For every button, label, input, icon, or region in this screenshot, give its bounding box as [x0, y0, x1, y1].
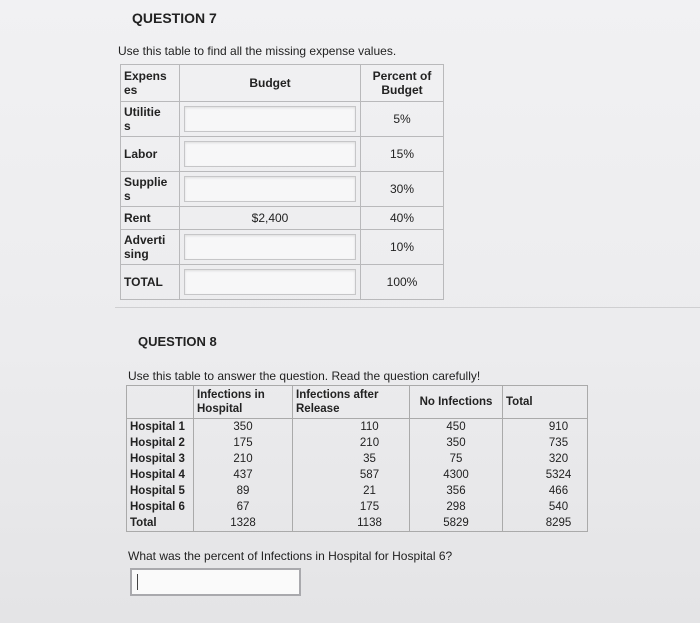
- cell: 210: [293, 435, 410, 451]
- row-percent: 10%: [361, 230, 444, 265]
- expense-row-total: [121, 265, 444, 300]
- utilities-budget-input[interactable]: [184, 106, 356, 132]
- row-label: Labor: [121, 137, 180, 172]
- cell: 175: [293, 499, 410, 515]
- table-row: [127, 451, 588, 467]
- question-8-title: QUESTION 8: [138, 334, 217, 349]
- cell: 735: [503, 435, 588, 451]
- row-label: Supplie s: [121, 172, 180, 207]
- cell: 4300: [410, 467, 503, 483]
- total-budget-input[interactable]: [184, 269, 356, 295]
- row-label: Hospital 5: [127, 483, 194, 499]
- advertising-budget-input[interactable]: [184, 234, 356, 260]
- cell: 35: [293, 451, 410, 467]
- cell: 350: [194, 419, 293, 436]
- header-infections-after-release: Infections after Release: [293, 386, 410, 419]
- table-row: [127, 499, 588, 515]
- header-total: Total: [503, 386, 588, 419]
- header-budget: Budget: [180, 65, 361, 102]
- table-row: [127, 419, 588, 436]
- cell: 298: [410, 499, 503, 515]
- question-7-instruction: Use this table to find all the missing expense values.: [118, 44, 397, 58]
- question-7-title: QUESTION 7: [132, 10, 217, 26]
- rent-budget-value: $2,400: [180, 207, 361, 230]
- row-label: Total: [127, 515, 194, 532]
- cell: 110: [293, 419, 410, 436]
- row-label: Utilitie s: [121, 102, 180, 137]
- cell: 356: [410, 483, 503, 499]
- row-label: Hospital 2: [127, 435, 194, 451]
- question-8-instruction: Use this table to answer the question. Read the question carefully!: [128, 369, 481, 383]
- expense-row-labor: [121, 137, 444, 172]
- cell: 466: [503, 483, 588, 499]
- expense-table: [120, 64, 444, 300]
- row-percent: 40%: [361, 207, 444, 230]
- table-row: [127, 515, 588, 532]
- cell: 1328: [194, 515, 293, 532]
- supplies-budget-input[interactable]: [184, 176, 356, 202]
- expense-row-supplies: [121, 172, 444, 207]
- section-divider: [115, 307, 700, 308]
- cell: 5324: [503, 467, 588, 483]
- table-row: [127, 483, 588, 499]
- table-row: [127, 467, 588, 483]
- infections-header-row: [127, 386, 588, 419]
- header-percent: Percent of Budget: [361, 65, 444, 102]
- header-infections-in-hospital: Infections in Hospital: [194, 386, 293, 419]
- row-label: Rent: [121, 207, 180, 230]
- cell: 8295: [503, 515, 588, 532]
- row-label: Hospital 1: [127, 419, 194, 436]
- cell: 450: [410, 419, 503, 436]
- cell: 210: [194, 451, 293, 467]
- row-label: Adverti sing: [121, 230, 180, 265]
- answer-input[interactable]: [130, 568, 301, 596]
- infections-table: [126, 385, 588, 532]
- cell: 89: [194, 483, 293, 499]
- text-caret: [137, 574, 138, 590]
- expense-header-row: [121, 65, 444, 102]
- header-blank: [127, 386, 194, 419]
- cell: 540: [503, 499, 588, 515]
- row-percent: 15%: [361, 137, 444, 172]
- cell: 5829: [410, 515, 503, 532]
- row-label: TOTAL: [121, 265, 180, 300]
- row-label: Hospital 6: [127, 499, 194, 515]
- row-percent: 100%: [361, 265, 444, 300]
- cell: 75: [410, 451, 503, 467]
- cell: 437: [194, 467, 293, 483]
- expense-row-rent: [121, 207, 444, 230]
- row-percent: 30%: [361, 172, 444, 207]
- cell: 910: [503, 419, 588, 436]
- expense-row-advertising: [121, 230, 444, 265]
- cell: 320: [503, 451, 588, 467]
- row-label: Hospital 3: [127, 451, 194, 467]
- labor-budget-input[interactable]: [184, 141, 356, 167]
- header-no-infections: No Infections: [410, 386, 503, 419]
- question-8-prompt: What was the percent of Infections in Hospital for Hospital 6?: [128, 549, 453, 563]
- cell: 587: [293, 467, 410, 483]
- cell: 350: [410, 435, 503, 451]
- cell: 67: [194, 499, 293, 515]
- cell: 1138: [293, 515, 410, 532]
- header-expenses: Expens es: [121, 65, 180, 102]
- expense-row-utilities: [121, 102, 444, 137]
- table-row: [127, 435, 588, 451]
- cell: 175: [194, 435, 293, 451]
- row-label: Hospital 4: [127, 467, 194, 483]
- row-percent: 5%: [361, 102, 444, 137]
- cell: 21: [293, 483, 410, 499]
